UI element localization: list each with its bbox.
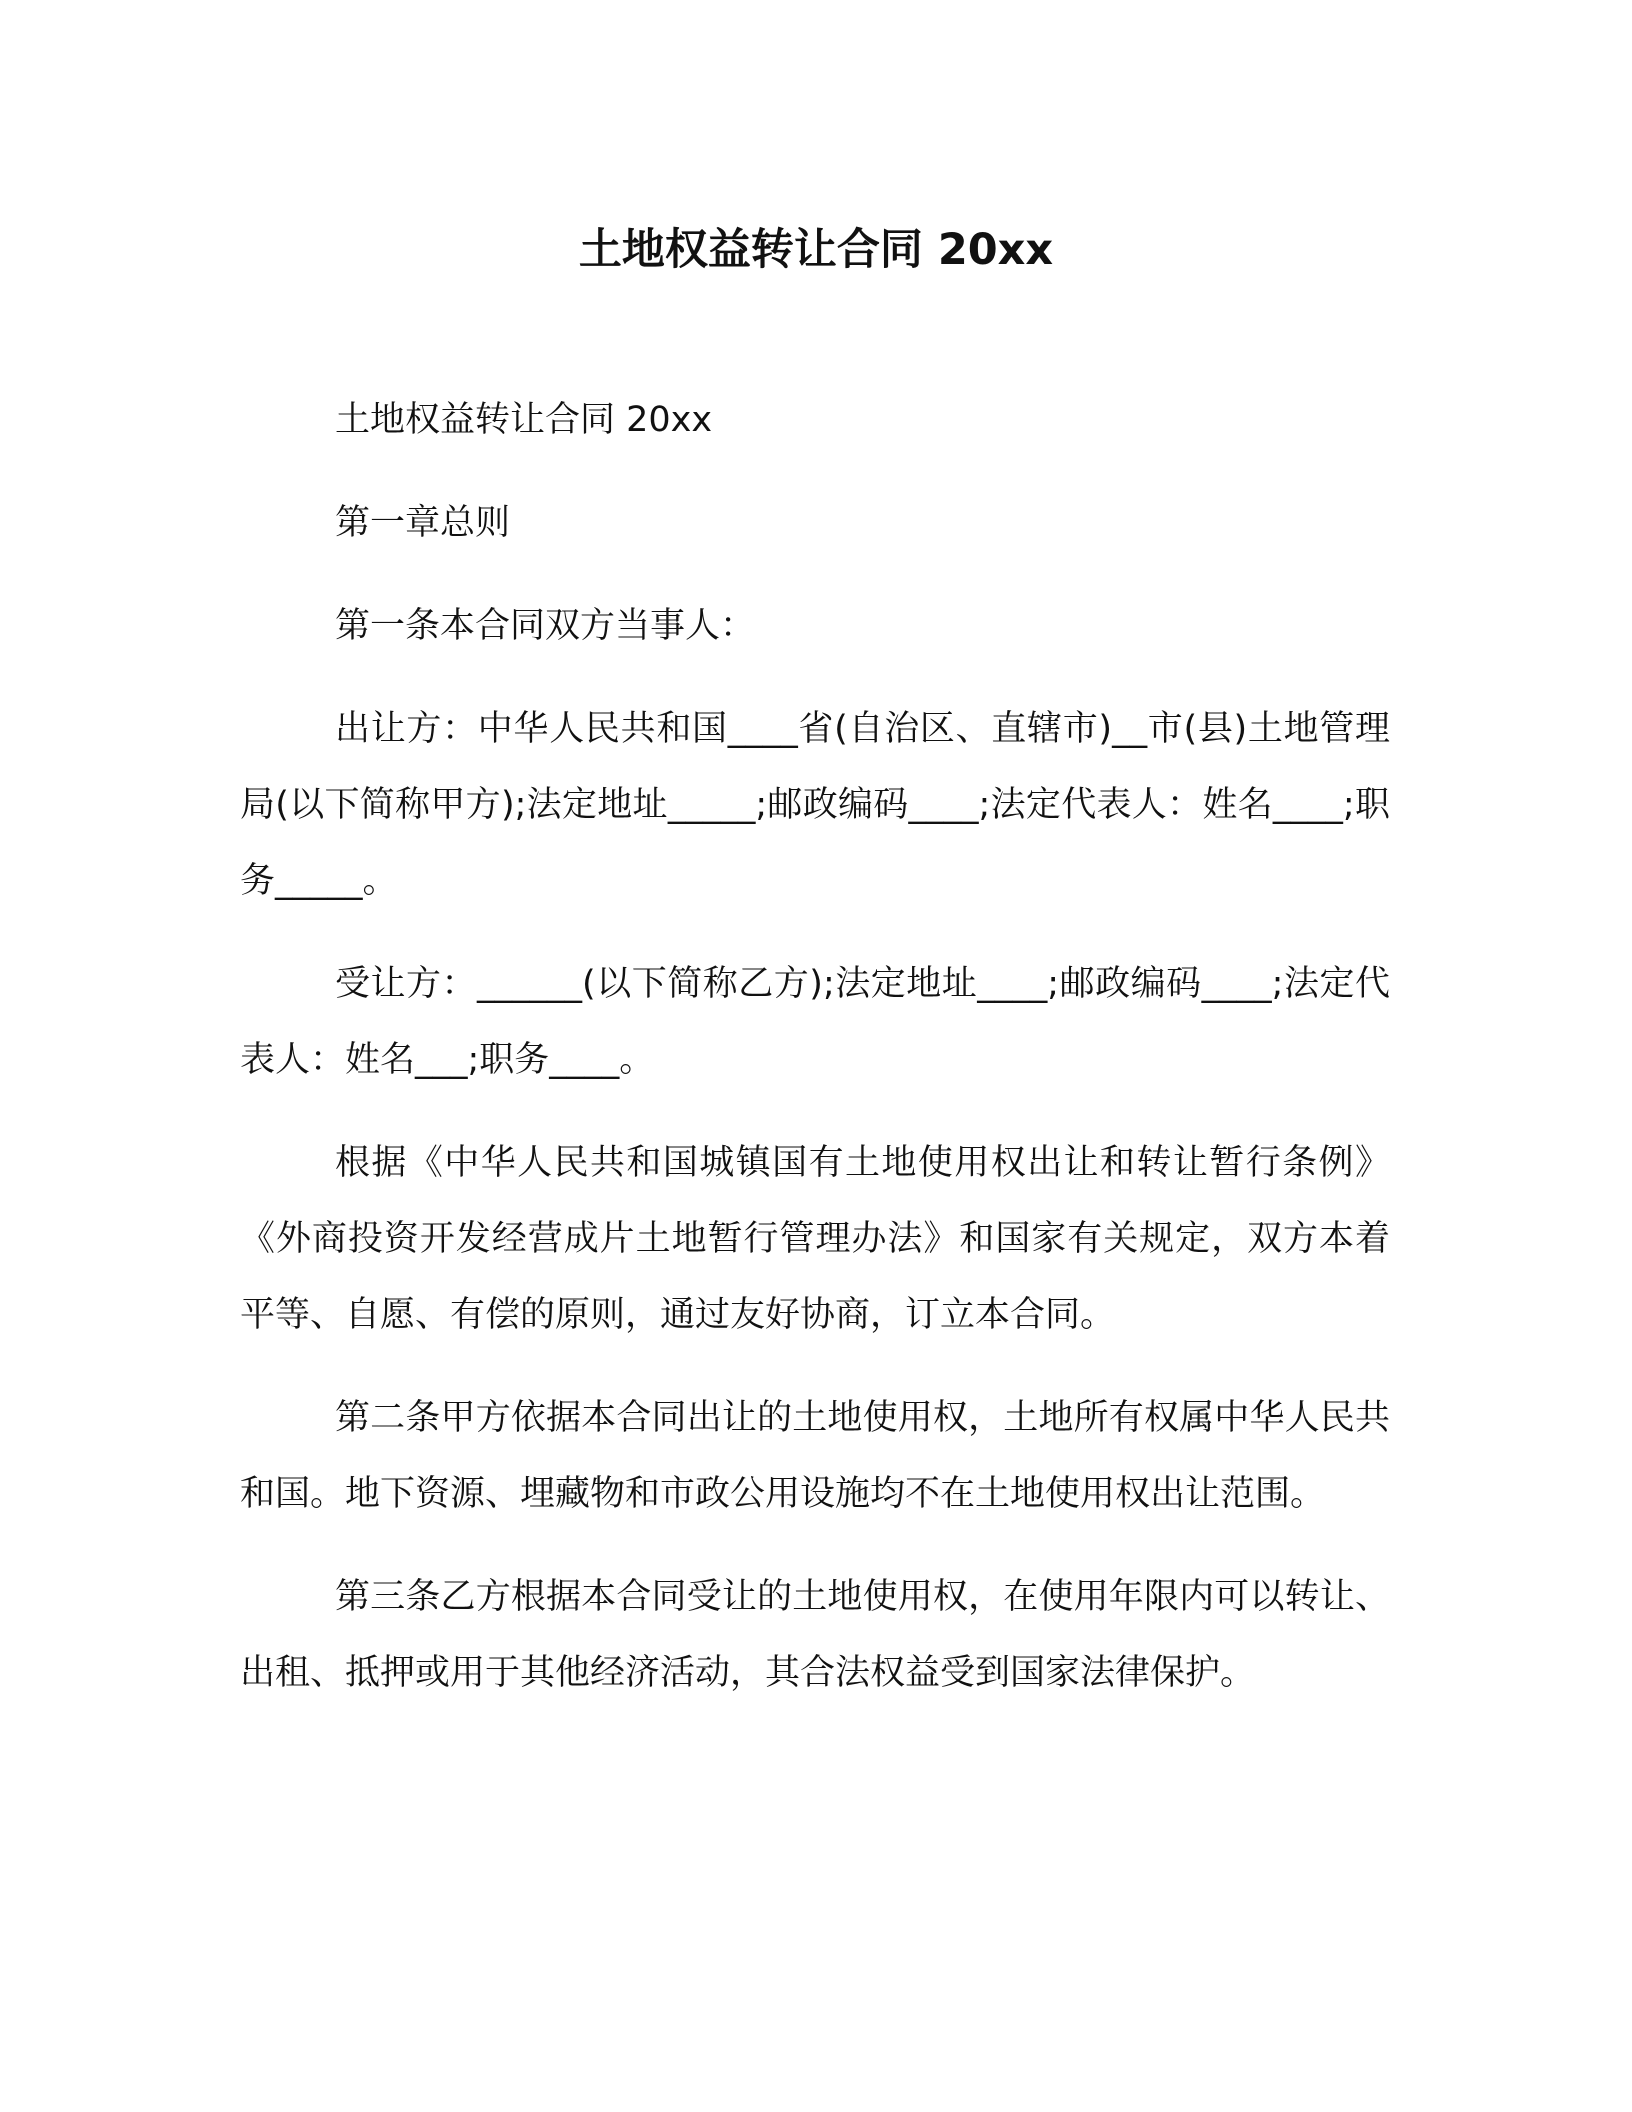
paragraph-article-2: 第二条甲方依据本合同出让的土地使用权，土地所有权属中华人民共和国。地下资源、埋藏物和市政公用设施均不在土地使用权出让范围。	[240, 1398, 1390, 1514]
paragraph-transferee: 受让方：______(以下简称乙方);法定地址____;邮政编码____;法定代表人：姓名___;职务____。	[240, 964, 1390, 1080]
paragraph-transferor: 出让方：中华人民共和国____省(自治区、直辖市)__市(县)土地管理局(以下简称甲方);法定地址_____;邮政编码____;法定代表人：姓名____;职务_____。	[240, 709, 1390, 901]
paragraph-article-1: 第一条本合同双方当事人：	[335, 606, 756, 646]
paragraph-legal-basis: 根据《中华人民共和国城镇国有土地使用权出让和转让暂行条例》《外商投资开发经营成片土地暂行管理办法》和国家有关规定，双方本着平等、自愿、有偿的原则，通过友好协商，订立本合同。	[240, 1143, 1390, 1335]
document-body	[240, 382, 1390, 1711]
paragraph-chapter-heading: 第一章总则	[335, 503, 511, 543]
paragraph-subtitle: 土地权益转让合同 20xx	[335, 400, 713, 440]
document-title: 土地权益转让合同 20xx	[578, 225, 1054, 275]
paragraph-article-3: 第三条乙方根据本合同受让的土地使用权，在使用年限内可以转让、出租、抵押或用于其他经济活动，其合法权益受到国家法律保护。	[240, 1577, 1390, 1693]
